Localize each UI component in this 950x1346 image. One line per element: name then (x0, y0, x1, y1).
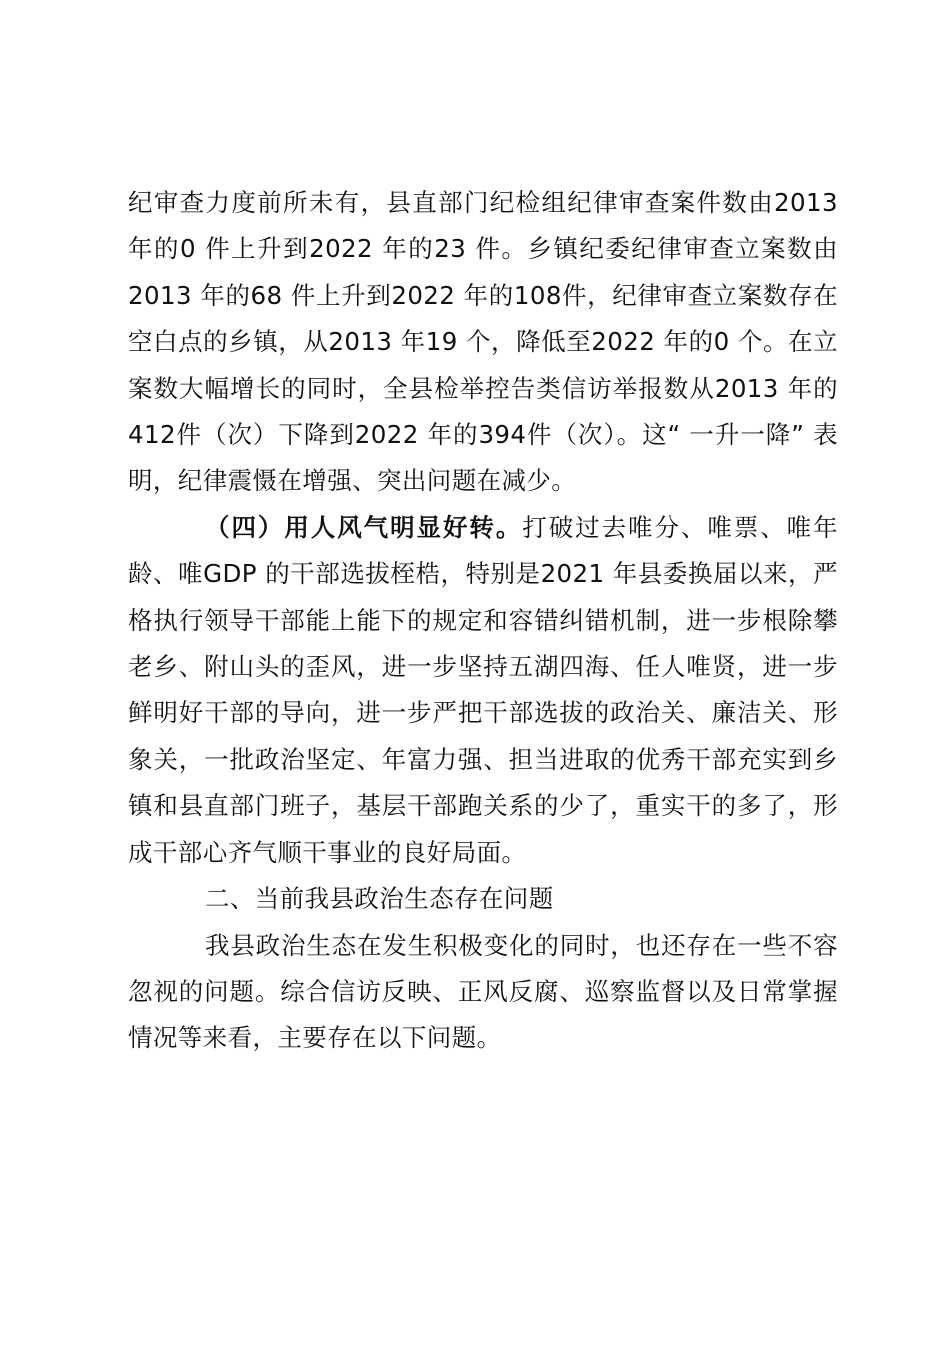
document-page (128, 180, 838, 1062)
paragraph-body-text: 打破过去唯分、唯票、唯年龄、唯GDP 的干部选拔桎梏，特别是2021 年县委换届以来，严格执行领导干部能上能下的规定和容错纠错机制，进一步根除攀老乡、附山头的歪风，进一步坚持五湖四海、任人唯贤，进一步鲜明好干部的导向，进一步严把干部选拔的政治关、廉洁关、形象关，一批政治坚定、年富力强、担当进取的优秀干部充实到乡镇和县直部门班子，基层干部跑关系的少了，重实干的多了，形成干部心齐气顺干事业的良好局面。 (128, 512, 838, 867)
section-heading: 二、当前我县政治生态存在问题 (205, 884, 554, 914)
paragraph-discipline-review: 纪审查力度前所未有，县直部门纪检组纪律审查案件数由2013 年的0 件上升到2022 年的23 件。乡镇纪委纪律审查立案数由2013 年的68 件上升到2022 年的108件，纪律审查立案数存在空白点的乡镇，从2013 年19 个，降低至2022 年的0 个。在立案数大幅增长的同时，全县检举控告类信访举报数从2013 年的412件（次）下降到2022 年的394件（次）。这“ 一升一降” 表明，纪律震慑在增强、突出问题在减少。 (128, 188, 838, 496)
paragraph-personnel-style (128, 505, 838, 876)
paragraph-existing-problems: 我县政治生态在发生积极变化的同时，也还存在一些不容忽视的问题。综合信访反映、正风反腐、巡察监督以及日常掌握情况等来看，主要存在以下问题。 (128, 930, 838, 1053)
paragraph-lead-heading: （四）用人风气明显好转。 (205, 512, 523, 542)
